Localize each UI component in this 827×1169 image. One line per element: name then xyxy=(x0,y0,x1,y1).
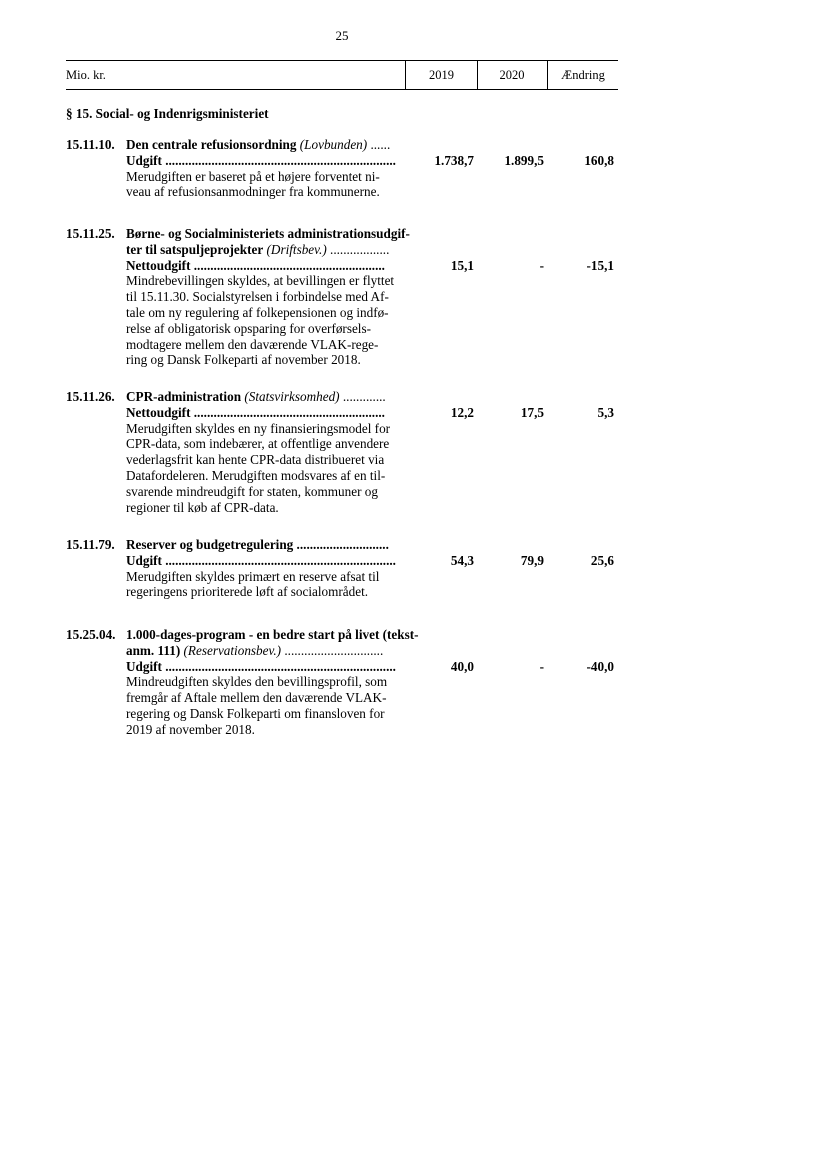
appropriation-type: (Driftsbev.) xyxy=(263,241,327,257)
entry-body xyxy=(126,389,408,515)
unit-label: Mio. kr. xyxy=(66,68,106,82)
entry-title: anm. 111) (Reservationsbev.) .............................. xyxy=(126,642,384,658)
entry-description: modtagere mellem den daværende VLAK-rege- xyxy=(126,336,379,352)
value-2020: - xyxy=(539,658,544,674)
value-change: 5,3 xyxy=(597,404,614,420)
amount-label: Udgift ...................................................................... xyxy=(126,152,396,168)
table-header xyxy=(66,60,618,90)
entry-description: regioner til køb af CPR-data. xyxy=(126,499,279,515)
value-2019: 15,1 xyxy=(450,257,474,273)
entry-description: 2019 af november 2018. xyxy=(126,721,255,737)
amount-label: Udgift ...................................................................... xyxy=(126,552,396,568)
value-2020: 79,9 xyxy=(520,552,544,568)
entry-body xyxy=(126,627,419,738)
amount-label: Udgift ...................................................................... xyxy=(126,658,396,674)
appropriation-type: (Statsvirksomhed) xyxy=(241,389,340,404)
value-change: -15,1 xyxy=(586,257,614,273)
value-2020: 17,5 xyxy=(520,404,544,420)
account-code: 15.11.26. xyxy=(66,389,115,404)
appropriation-type: (Reservationsbev.) xyxy=(180,642,282,658)
column-change: Ændring xyxy=(561,68,605,82)
entry-title: 1.000-dages-program - en bedre start på livet (tekst- xyxy=(126,627,419,642)
entry-description: Mindrebevillingen skyldes, at bevillingen er flyttet xyxy=(126,273,395,289)
amount-label: Nettoudgift .......................................................... xyxy=(126,404,385,420)
section-title: § 15. Social- og Indenrigsministeriet xyxy=(66,106,269,121)
entry-title: CPR-administration (Statsvirksomhed) ............. xyxy=(126,389,386,404)
value-2019: 12,2 xyxy=(450,404,474,420)
entry-body xyxy=(126,226,408,368)
value-change: 160,8 xyxy=(584,152,614,168)
entry-description: veau af refusionsanmodninger fra kommunerne. xyxy=(126,184,380,200)
entry-description: fremgår af Aftale mellem den daværende VLAK- xyxy=(126,690,387,706)
entry-description: relse af obligatorisk opsparing for overførsels- xyxy=(126,320,371,336)
account-code: 15.11.10. xyxy=(66,137,115,152)
column-2020: 2020 xyxy=(477,61,548,89)
entry-description: Merudgiften skyldes en ny finansieringsmodel for xyxy=(126,420,391,436)
value-2020: 1.899,5 xyxy=(504,152,544,168)
entry-description: regeringens prioriterede løft af socialområdet. xyxy=(126,584,369,600)
entry-description: Merudgiften er baseret på et højere forventet ni- xyxy=(126,168,380,184)
entry-body xyxy=(126,537,408,600)
value-2019: 1.738,7 xyxy=(434,152,474,168)
entry-title: Reserver og budgetregulering ............................ xyxy=(126,537,389,552)
account-code: 15.25.04. xyxy=(66,627,116,642)
entry-description: vederlagsfrit kan hente CPR-data distribueret via xyxy=(126,452,385,468)
entry-description: tale om ny regulering af folkepensionen og indfø- xyxy=(126,304,389,320)
value-change: -40,0 xyxy=(586,658,614,674)
column-2019: 2019 xyxy=(405,61,478,89)
entry-description: CPR-data, som indebærer, at offentlige anvendere xyxy=(126,436,390,452)
amount-label: Nettoudgift .......................................................... xyxy=(126,257,385,273)
account-code: 15.11.79. xyxy=(66,537,115,552)
account-code: 15.11.25. xyxy=(66,226,115,241)
appropriation-type: (Lovbunden) xyxy=(296,137,368,152)
entry-description: regering og Dansk Folkeparti om finansloven for xyxy=(126,705,385,721)
entry-title: ter til satspuljeprojekter (Driftsbev.) .................. xyxy=(126,241,390,257)
entry-description: svarende mindreudgift for staten, kommuner og xyxy=(126,483,378,499)
entry-description: ring og Dansk Folkeparti af november 2018. xyxy=(126,352,361,368)
value-2020: - xyxy=(539,257,544,273)
entry-body xyxy=(126,137,408,200)
entry-description: Merudgiften skyldes primært en reserve afsat til xyxy=(126,568,380,584)
value-2019: 40,0 xyxy=(450,658,474,674)
value-2019: 54,3 xyxy=(450,552,474,568)
entry-title: Børne- og Socialministeriets administrationsudgif- xyxy=(126,226,410,241)
page-number: 25 xyxy=(335,28,349,43)
entry-description: Mindreudgiften skyldes den bevillingsprofil, som xyxy=(126,674,388,690)
entry-title: Den centrale refusionsordning (Lovbunden) ...... xyxy=(126,137,391,152)
entry-description: til 15.11.30. Socialstyrelsen i forbindelse med Af- xyxy=(126,289,389,305)
value-change: 25,6 xyxy=(590,552,614,568)
entry-description: Datafordeleren. Merudgiften modsvares af en til- xyxy=(126,467,386,483)
